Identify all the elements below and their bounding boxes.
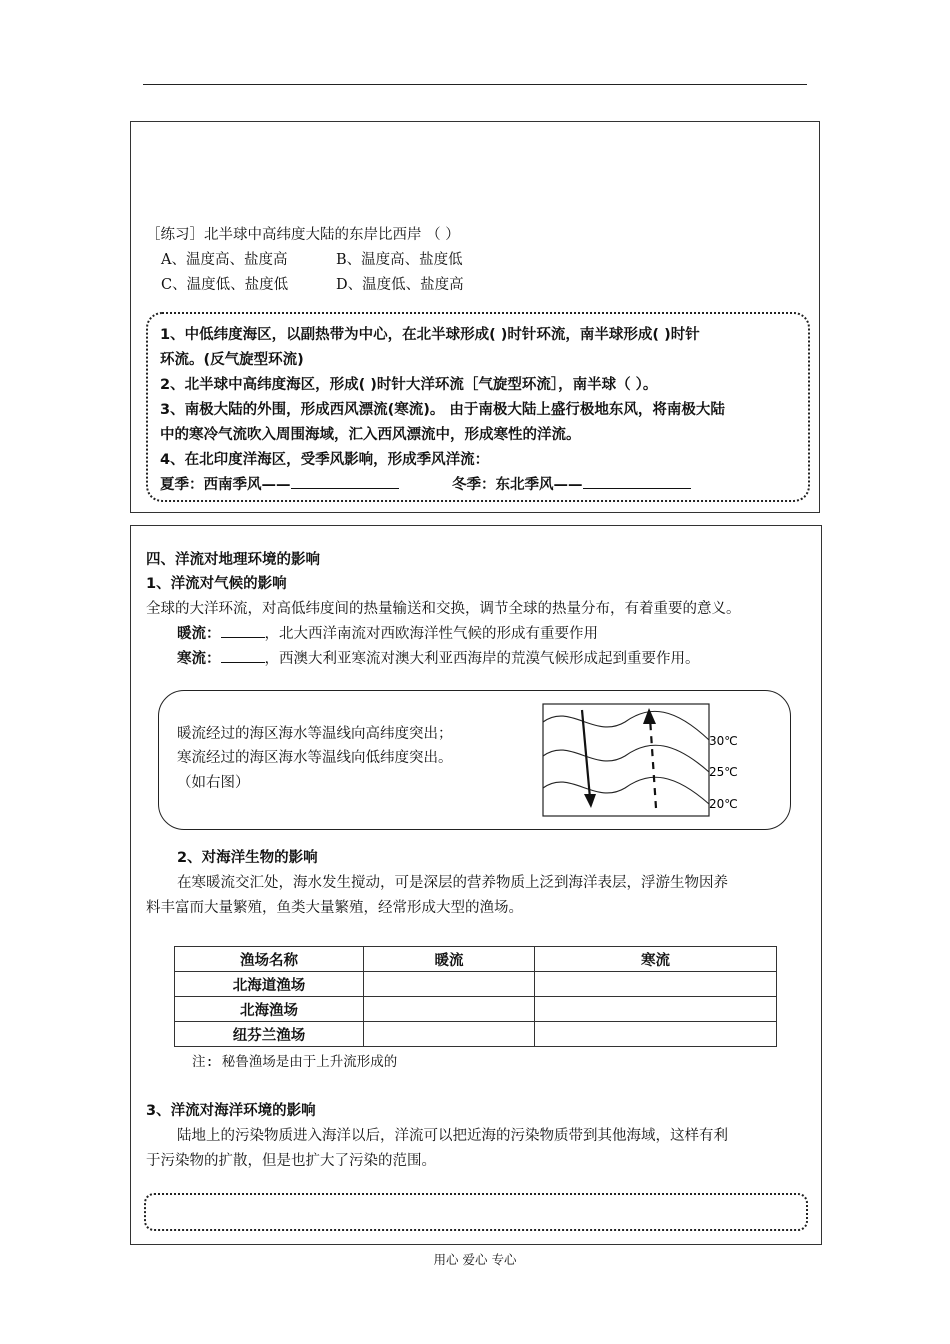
s2-text-b: 料丰富而大量繁殖，鱼类大量繁殖，经常形成大型的渔场。 bbox=[146, 900, 523, 916]
cold-arrow-head bbox=[584, 794, 596, 808]
winter-blank bbox=[583, 474, 691, 489]
isotherm-30 bbox=[543, 711, 709, 740]
label-20c: 20℃ bbox=[709, 797, 738, 811]
cold-text: ，西澳大利亚寒流对澳大利亚西海岸的荒漠气候形成起到重要作用。 bbox=[264, 651, 700, 667]
header-fishery-name: 渔场名称 bbox=[175, 947, 364, 972]
warm-cell bbox=[364, 972, 535, 997]
isotherm-20 bbox=[543, 777, 709, 804]
section4-title: 四、洋流对地理环境的影响 bbox=[146, 552, 320, 568]
cold-current-line bbox=[177, 648, 700, 670]
summer-label: 夏季：西南季风—— bbox=[160, 477, 291, 493]
label-30c: 30℃ bbox=[709, 734, 738, 748]
table-row bbox=[175, 997, 777, 1022]
s1-text: 全球的大洋环流，对高低纬度间的热量输送和交换，调节全球的热量分布，有着重要的意义。 bbox=[146, 601, 741, 617]
header-warm: 暖流 bbox=[364, 947, 535, 972]
circulation-line-1b: 环流。(反气旋型环流) bbox=[160, 352, 304, 368]
s1-title: 1、洋流对气候的影响 bbox=[146, 576, 287, 592]
option-c: C、温度低、盐度低 bbox=[161, 277, 289, 293]
cold-cell bbox=[535, 1022, 777, 1047]
fishery-name: 北海道渔场 bbox=[175, 972, 364, 997]
monsoon-winter bbox=[452, 474, 691, 496]
cold-cell bbox=[535, 972, 777, 997]
circulation-line-1a: 1、中低纬度海区，以副热带为中心，在北半球形成( )时针环流，南半球形成( )时针 bbox=[160, 327, 700, 343]
option-b: B、温度高、盐度低 bbox=[336, 252, 463, 268]
header-rule bbox=[143, 84, 807, 85]
label-25c: 25℃ bbox=[709, 765, 738, 779]
circulation-line-3a: 3、南极大陆的外围，形成西风漂流(寒流)。 由于南极大陆上盛行极地东风，将南极大陆 bbox=[160, 402, 725, 418]
isotherm-text-1: 暖流经过的海区海水等温线向高纬度突出； bbox=[177, 726, 453, 742]
table-row bbox=[175, 972, 777, 997]
cold-cell bbox=[535, 997, 777, 1022]
s2-text-a: 在寒暖流交汇处，海水发生搅动，可是深层的营养物质上泛到海洋表层，浮游生物因养 bbox=[177, 875, 728, 891]
cold-label: 寒流： bbox=[177, 651, 221, 667]
warm-label: 暖流： bbox=[177, 626, 221, 642]
practice-question: ［练习］北半球中高纬度大陆的东岸比西岸 （ ） bbox=[146, 227, 460, 243]
warm-blank bbox=[221, 623, 265, 638]
s3-title: 3、洋流对海洋环境的影响 bbox=[146, 1103, 316, 1119]
monsoon-summer bbox=[160, 474, 399, 496]
isotherm-diagram bbox=[540, 700, 770, 820]
warm-arrow-head bbox=[643, 708, 656, 724]
table-row bbox=[175, 1022, 777, 1047]
warm-current-line bbox=[177, 623, 598, 645]
circulation-line-2: 2、北半球中高纬度海区，形成( )时针大洋环流［气旋型环流］，南半球（ ）。 bbox=[160, 377, 658, 393]
warm-cell bbox=[364, 997, 535, 1022]
option-d: D、温度低、盐度高 bbox=[336, 277, 464, 293]
winter-label: 冬季：东北季风—— bbox=[452, 477, 583, 493]
circulation-line-4: 4、在北印度洋海区，受季风影响，形成季风洋流： bbox=[160, 452, 490, 468]
table-header-row bbox=[175, 947, 777, 972]
fishery-table bbox=[174, 946, 777, 1047]
option-a: A、温度高、盐度高 bbox=[161, 252, 288, 268]
s3-text-b: 于污染物的扩散，但是也扩大了污染的范围。 bbox=[146, 1153, 436, 1169]
isotherm-text-3: （如右图） bbox=[177, 775, 250, 791]
warm-text: ，北大西洋南流对西欧海洋性气候的形成有重要作用 bbox=[264, 626, 598, 642]
summer-blank bbox=[291, 474, 399, 489]
table-note: 注: 秘鲁渔场是由于上升流形成的 bbox=[192, 1054, 398, 1070]
fishery-name: 北海渔场 bbox=[175, 997, 364, 1022]
isotherm-text-2: 寒流经过的海区海水等温线向低纬度突出。 bbox=[177, 750, 453, 766]
cold-blank bbox=[221, 648, 265, 663]
s3-text-a: 陆地上的污染物质进入海洋以后，洋流可以把近海的污染物质带到其他海域，这样有利 bbox=[177, 1128, 728, 1144]
warm-cell bbox=[364, 1022, 535, 1047]
header-cold: 寒流 bbox=[535, 947, 777, 972]
page-footer: 用心 爱心 专心 bbox=[433, 1252, 517, 1267]
warm-current-arrow bbox=[650, 718, 656, 808]
isotherm-25 bbox=[543, 745, 709, 772]
circulation-line-3b: 中的寒冷气流吹入周围海域，汇入西风漂流中，形成寒性的洋流。 bbox=[160, 427, 581, 443]
empty-note-box bbox=[144, 1193, 808, 1231]
s2-title: 2、对海洋生物的影响 bbox=[177, 850, 318, 866]
fishery-name: 纽芬兰渔场 bbox=[175, 1022, 364, 1047]
